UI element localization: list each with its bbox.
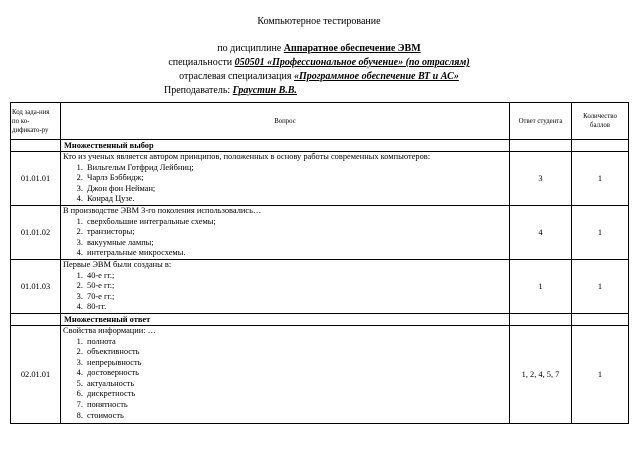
discipline-line (0, 43, 638, 55)
specialty-prefix: специальности (168, 57, 235, 68)
question-cell (61, 152, 510, 206)
option-item: 2. транзисторы; (85, 227, 507, 238)
question-cell (61, 205, 510, 259)
specialty-line (0, 57, 638, 69)
points: 1 (572, 152, 629, 206)
student-answer: 4 (510, 205, 572, 259)
question-text: Кто из ученых является автором принципов, положенных в основу работы современных компьютеров: (63, 152, 431, 161)
option-item: 2. объективность (85, 347, 507, 358)
option-item: 3. непрерывность (85, 358, 507, 369)
student-answer: 3 (510, 152, 572, 206)
option-item: 4. интегральные микросхемы. (85, 248, 507, 259)
option-item: 4. 80-гг. (85, 302, 507, 313)
teacher-prefix: Преподаватель: (164, 85, 233, 96)
option-item: 1. Вильгельм Готфрид Лейбниц; (85, 163, 507, 174)
option-item: 8. стоимость (85, 411, 507, 422)
option-item: 6. дискретность (85, 389, 507, 400)
discipline-prefix: по дисциплине (217, 43, 284, 54)
section-empty-cell (510, 313, 572, 325)
points: 1 (572, 259, 629, 313)
section-empty-cell (510, 140, 572, 152)
section-empty-cell (572, 140, 629, 152)
doc-title: Компьютерное тестирование (257, 16, 381, 27)
options-list (63, 271, 507, 313)
question-text: В производстве ЭВМ 3-го поколения использовались… (63, 205, 262, 215)
section-row (11, 140, 629, 152)
task-code: 02.01.01 (11, 325, 61, 423)
option-item: 2. 50-е гг.; (85, 281, 507, 292)
section-empty-cell (11, 313, 61, 325)
option-item: 4. Конрад Цузе. (85, 194, 507, 205)
option-item: 1. полнота (85, 337, 507, 348)
option-item: 7. понятность (85, 400, 507, 411)
student-answer: 1 (510, 259, 572, 313)
options-list (63, 217, 507, 259)
option-item: 3. 70-е гг.; (85, 292, 507, 303)
col-answer-header: Ответ студента (510, 103, 572, 140)
option-item: 1. сверхбольшие интегральные схемы; (85, 217, 507, 228)
table-header-row (11, 103, 629, 140)
teacher-name: Граустин В.В. (232, 85, 297, 96)
section-title: Множественный выбор (61, 140, 510, 152)
section-title: Множественный ответ (61, 313, 510, 325)
specialization-prefix: отраслевая специализация (179, 71, 294, 82)
options-list (63, 163, 507, 205)
col-points-header: Количество баллов (572, 103, 629, 140)
section-empty-cell (11, 140, 61, 152)
table-row (11, 152, 629, 206)
col-question-header: Вопрос (61, 103, 510, 140)
question-text: Свойства информации: … (63, 325, 157, 335)
table-row (11, 325, 629, 423)
discipline-name: Аппаратное обеспечение ЭВМ (283, 43, 421, 54)
teacher-line (164, 85, 297, 97)
question-text: Первые ЭВМ были созданы в: (63, 259, 172, 269)
section-row (11, 313, 629, 325)
student-answer: 1, 2, 4, 5, 7 (510, 325, 572, 423)
points: 1 (572, 325, 629, 423)
col-code-header: Код зада-ния по ко-дификато-ру (11, 103, 61, 140)
points: 1 (572, 205, 629, 259)
specialization-name: «Программное обеспечение ВТ и АС» (293, 71, 459, 82)
table-row (11, 205, 629, 259)
option-item: 2. Чарлз Бэббидж; (85, 173, 507, 184)
task-code: 01.01.03 (11, 259, 61, 313)
options-list (63, 337, 507, 422)
section-empty-cell (572, 313, 629, 325)
specialization-line (0, 71, 638, 83)
task-code: 01.01.01 (11, 152, 61, 206)
option-item: 1. 40-е гг.; (85, 271, 507, 282)
option-item: 5. актуальность (85, 379, 507, 390)
table-row (11, 259, 629, 313)
task-code: 01.01.02 (11, 205, 61, 259)
question-cell (61, 325, 510, 423)
option-item: 3. вакуумные лампы; (85, 238, 507, 249)
question-cell (61, 259, 510, 313)
option-item: 3. Джон фон Нейман; (85, 184, 507, 195)
test-table (10, 102, 629, 424)
option-item: 4. достоверность (85, 368, 507, 379)
specialty-name: 050501 «Профессиональное обучение» (по отраслям) (234, 57, 470, 68)
